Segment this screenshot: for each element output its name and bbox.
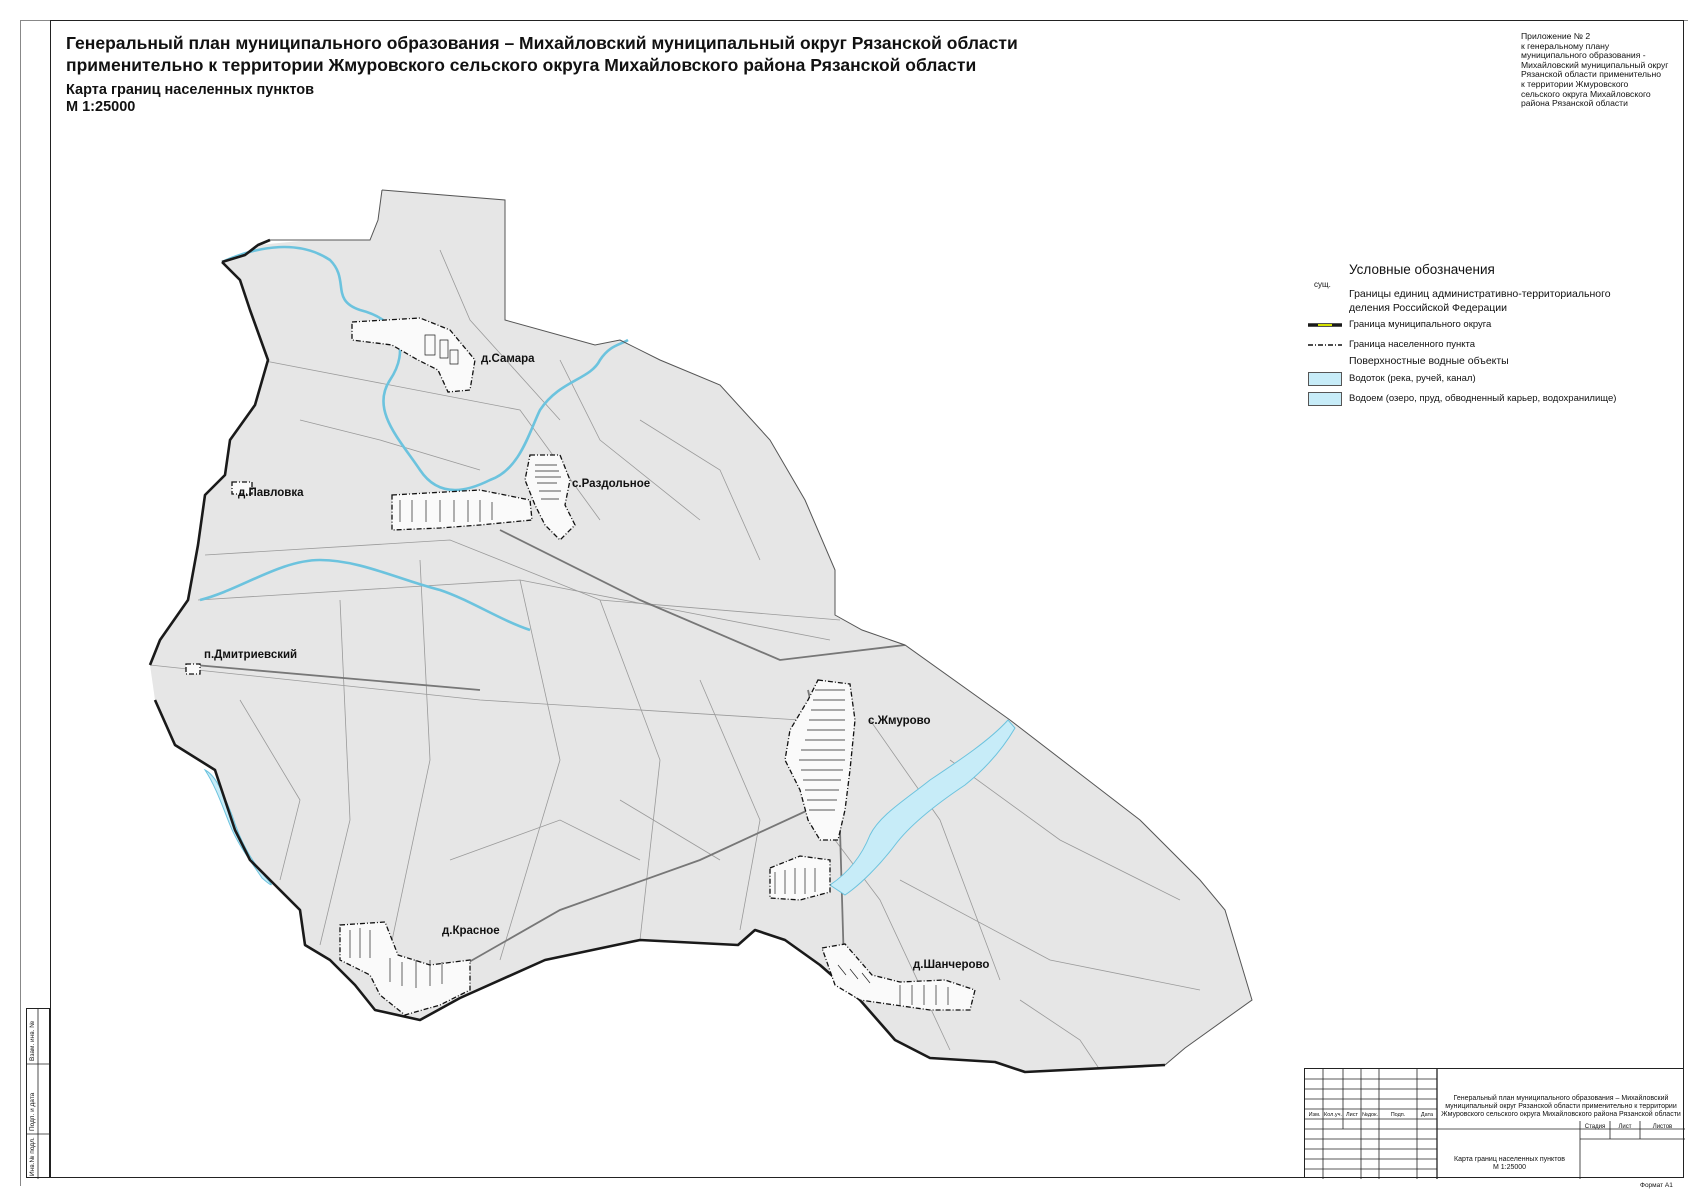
legend-existing-label: сущ. [1314,280,1331,289]
stamp-col-list: Лист [1346,1112,1358,1118]
legend-settlement-border: Граница населенного пункта [1349,339,1476,350]
map-scale: М 1:25000 [66,99,136,115]
stamp-drawing-name [1439,1156,1580,1172]
map-title-line1: Генеральный план муниципального образования – Михайловский муниципальный округ Рязанской области [66,33,1018,53]
stamp-sheet: Лист [1618,1124,1632,1130]
boundary-dmitrievsky [186,664,200,674]
stamp-sheets: Листов [1652,1124,1673,1130]
annex-line: сельского округа Михайловского [1521,88,1651,99]
stamp-stage: Стадия [1584,1124,1606,1130]
annex-line: Приложение № 2 [1521,31,1591,41]
annex-line: к генеральному плану [1521,40,1610,51]
side-replace-inv: Взам. инв. № [29,1020,36,1061]
label-krasnoe: д.Красное [442,925,500,937]
legend-waterbody-swatch [1308,392,1342,406]
stamp-project-title-3: Жмуровского сельского округа Михайловского района Рязанской области [1441,1111,1681,1118]
stamp-col-izm: Изм. [1308,1112,1321,1118]
annex-line: муниципального образования - [1521,50,1646,61]
map-title-line2: применительно к территории Жмуровского сельского округа Михайловского района Рязанской области [66,55,977,75]
label-zhmurovo: с.Жмурово [868,715,931,727]
territory-area [150,190,1252,1072]
annex-line: Михайловский муниципальный округ [1521,59,1669,70]
annex-line: района Рязанской области [1521,98,1628,109]
stamp-col-kol: Кол.уч. [1323,1112,1343,1118]
legend-municipal-border: Граница муниципального округа [1349,319,1492,330]
stamp-drawing-name-text: Карта границ населенных пунктов [1454,1156,1565,1163]
legend-water-group: Поверхностные водные объекты [1349,355,1509,367]
side-sign-date: Подп. и дата [29,1092,36,1131]
stamp-drawing-scale: М 1:25000 [1492,1164,1527,1171]
legend-symbols [1308,325,1342,345]
label-dmitrievsky: п.Дмитриевский [204,649,298,661]
label-shancherovo: д.Шанчерово [913,959,990,971]
legend-watercourse: Водоток (река, ручей, канал) [1349,373,1476,384]
annex-line: Рязанской области применительно [1521,69,1662,80]
sheet-format: Формат А1 [1640,1182,1673,1189]
label-razdolnoe: с.Раздольное [572,478,651,490]
map-name: Карта границ населенных пунктов [66,82,315,98]
legend-watercourse-swatch [1308,372,1342,386]
side-stamp [26,1008,50,1178]
stamp-project-title-2: муниципальный округ Рязанской области применительно к территории [1445,1103,1677,1110]
annex-line: к территории Жмуровского [1521,78,1629,89]
stamp-project-title-1: Генеральный план муниципального образования – Михайловский [1453,1095,1669,1102]
stamp-col-doc: №док. [1361,1112,1379,1118]
legend-waterbody: Водоем (озеро, пруд, обводненный карьер, водохранилище) [1349,393,1617,404]
title-block [1304,1068,1684,1178]
side-inv-orig: Инв.№ подл. [29,1137,36,1176]
label-samara: д.Самара [481,353,535,365]
label-pavlovka: д.Павловка [238,487,304,499]
stamp-col-sign: Подп. [1390,1112,1406,1118]
stamp-col-date: Дата [1420,1112,1434,1118]
stamp-project-title [1439,1095,1683,1119]
legend-admin-group: Границы единиц административно-территориального [1349,288,1611,300]
legend-title: Условные обозначения [1349,262,1495,277]
legend-admin-group2: деления Российской Федерации [1349,302,1508,314]
